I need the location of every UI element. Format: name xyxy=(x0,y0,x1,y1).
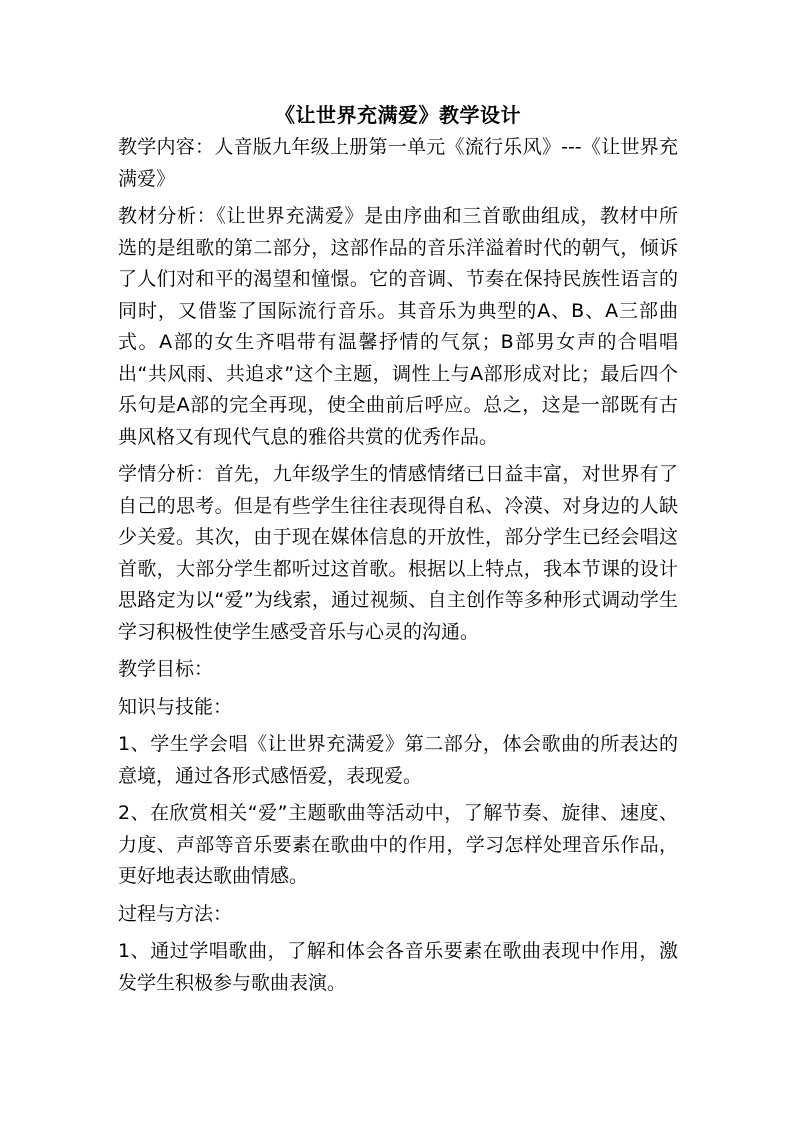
document-body xyxy=(118,100,678,1005)
student-analysis-paragraph: 学情分析：首先，九年级学生的情感情绪已日益丰富，对世界有了自己的思考。但是有些学生往往表现得自私、冷漠、对身边的人缺少关爱。其次，由于现在媒体信息的开放性，部分学生已经会唱这首歌，大部分学生都听过这首歌。根据以上特点，我本节课的设计思路定为以“爱”为线索，通过视频、自主创作等多种形式调动学生学习积极性使学生感受音乐与心灵的沟通。 xyxy=(118,463,678,643)
knowledge-skills-item-1: 1、学生学会唱《让世界充满爱》第二部分，体会歌曲的所表达的意境，通过各形式感悟爱，表现爱。 xyxy=(118,733,678,787)
knowledge-skills-heading: 知识与技能： xyxy=(118,695,233,718)
teaching-goals-heading: 教学目标： xyxy=(118,658,214,680)
document-title: 《让世界充满爱》教学设计 xyxy=(275,103,521,127)
material-analysis-paragraph: 教材分析：《让世界充满爱》是由序曲和三首歌曲组成，教材中所选的是组歌的第二部分，这部作品的音乐洋溢着时代的朝气，倾诉了人们对和平的渴望和憧憬。它的音调、节奏在保持民族性语言的同时，又借鉴了国际流行音乐。其音乐为典型的A、B、A三部曲式。A部的女生齐唱带有温馨抒情的气氛；B部男女声的合唱唱出“共风雨、共追求”这个主题，调性上与A部形成对比；最后四个乐句是A部的完全再现，使全曲前后呼应。总之，这是一部既有古典风格又有现代气息的雅俗共赏的优秀作品。 xyxy=(118,205,678,448)
knowledge-skills-item-2: 2、在欣赏相关“爱”主题歌曲等活动中，了解节奏、旋律、速度、力度、声部等音乐要素在歌曲中的作用，学习怎样处理音乐作品，更好地表达歌曲情感。 xyxy=(118,802,678,887)
process-methods-heading: 过程与方法： xyxy=(118,902,233,925)
process-methods-item-1: 1、通过学唱歌曲，了解和体会各音乐要素在歌曲表现中作用，激发学生积极参与歌曲表演。 xyxy=(118,940,678,994)
teaching-content-paragraph: 教学内容：人音版九年级上册第一单元《流行乐风》---《让世界充满爱》 xyxy=(118,136,678,190)
